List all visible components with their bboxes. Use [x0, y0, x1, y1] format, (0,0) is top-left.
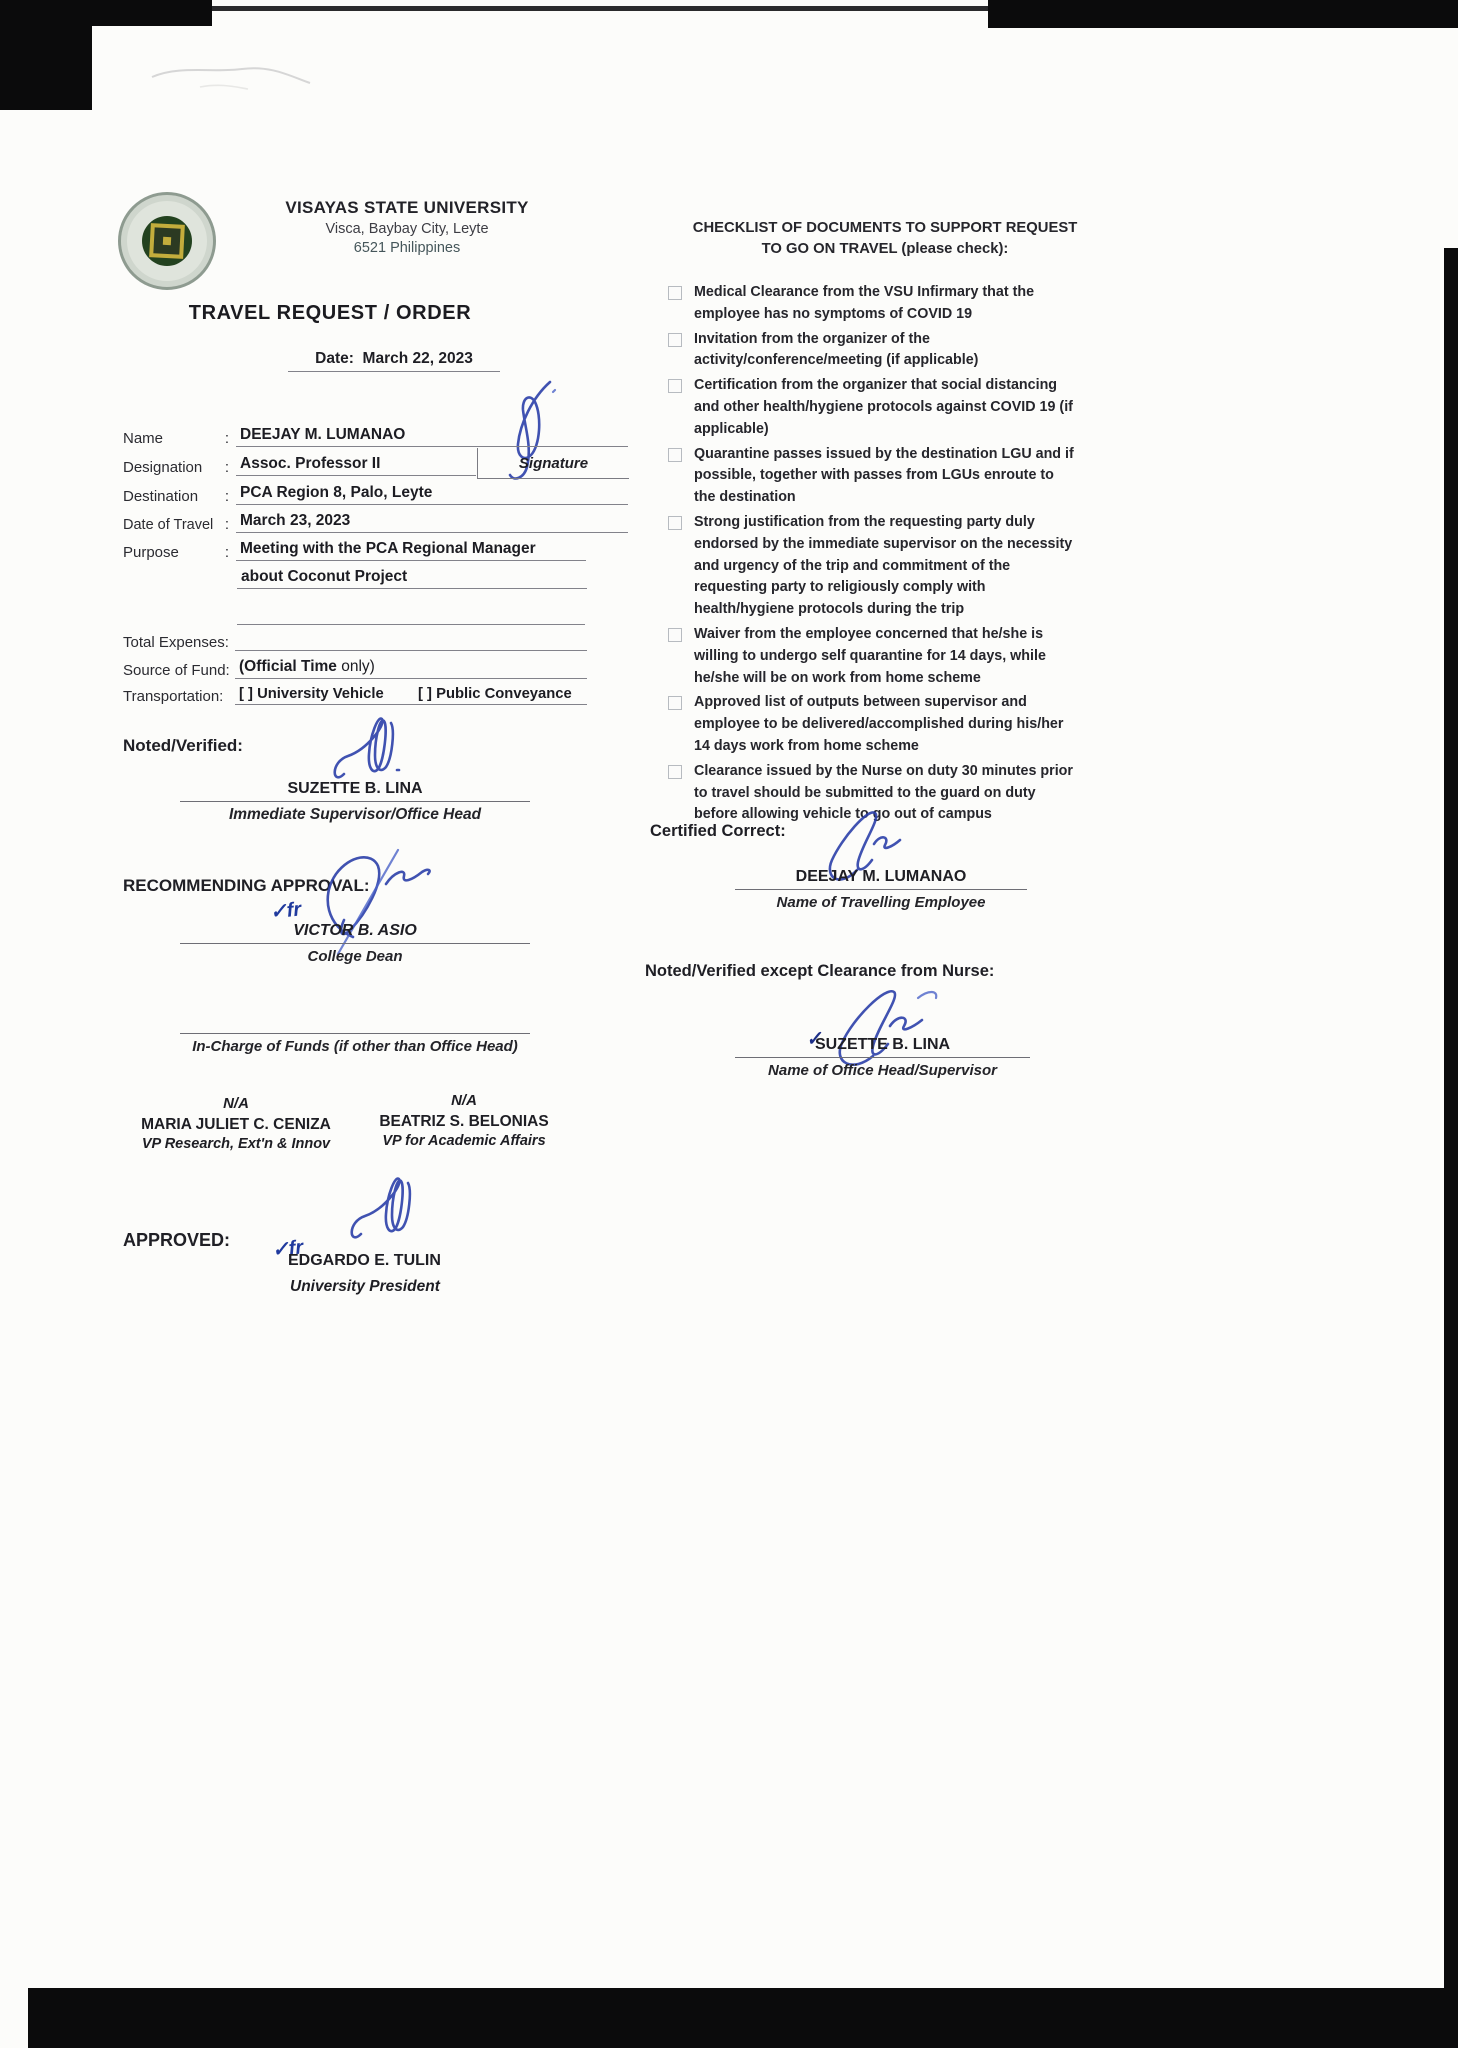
field-designation: Designation : Assoc. Professor II [123, 455, 476, 476]
field-name-value: DEEJAY M. LUMANAO [236, 426, 628, 447]
source-of-fund-label: Source of Fund: [123, 662, 230, 679]
field-source-of-fund [123, 658, 587, 679]
president-vfr-mark: ✓fr [270, 1236, 305, 1262]
page-title: TRAVEL REQUEST / ORDER [188, 302, 472, 324]
vp-research-name: MARIA JULIET C. CENIZA [141, 1116, 331, 1133]
checkbox-strong-justification [668, 516, 682, 530]
scan-artifact-top-line [212, 6, 990, 11]
checkbox-quarantine-passes [668, 448, 682, 462]
dean-name-block [180, 922, 530, 965]
vsu-logo [118, 192, 216, 290]
checklist-title-line1: CHECKLIST OF DOCUMENTS TO SUPPORT REQUEST [692, 220, 1078, 236]
scan-artifact-top-left-corner [0, 0, 92, 110]
vsu-logo-inner [142, 216, 192, 266]
vp-academic-name: BEATRIZ S. BELONIAS [379, 1113, 549, 1130]
noted-except-label: Noted/Verified except Clearance from Nurse: [645, 962, 995, 980]
date-label: Date: [315, 350, 354, 367]
total-expenses-label: Total Expenses: [123, 634, 229, 651]
vp-research-na: N/A [223, 1095, 249, 1112]
checkbox-approved-outputs [668, 696, 682, 710]
university-name: VISAYAS STATE UNIVERSITY [285, 198, 529, 217]
incharge-block [180, 1012, 530, 1055]
scan-artifact-bottom-band [28, 1988, 1458, 2048]
checklist-item: Quarantine passes issued by the destination LGU and if possible, together with passes from LGUs enroute to the destination [668, 444, 1108, 509]
vp-academic-block [348, 1092, 580, 1149]
date-line [288, 350, 500, 372]
checkbox-invitation [668, 333, 682, 347]
university-address-line2: 6521 Philippines [353, 240, 461, 256]
vp-research-title: VP Research, Ext'n & Innov [141, 1136, 331, 1152]
field-total-expenses [123, 630, 587, 651]
checklist-item: Invitation from the organizer of the activity/conference/meeting (if applicable) [668, 329, 1108, 373]
field-purpose: Purpose : Meeting with the PCA Regional Manager [123, 540, 586, 561]
president-name: EDGARDO E. TULIN [288, 1252, 441, 1269]
field-date-of-travel: Date of Travel : March 23, 2023 [123, 512, 628, 533]
certified-correct-label: Certified Correct: [650, 822, 786, 840]
field-date-of-travel-label: Date of Travel [123, 517, 214, 533]
field-destination-value: PCA Region 8, Palo, Leyte [236, 484, 628, 505]
travelling-employee-name: DEEJAY M. LUMANAO [735, 868, 1027, 890]
noted-verified-label: Noted/Verified: [123, 736, 243, 755]
supervisor-name-block [180, 780, 530, 824]
vp-academic-na: N/A [451, 1092, 477, 1109]
dean-name: VICTOR B. ASIO [180, 922, 530, 944]
transport-public-conveyance-checkbox: [ ] Public Conveyance [418, 686, 572, 702]
field-transportation [123, 686, 587, 705]
transportation-label: Transportation: [123, 688, 224, 705]
signature-label: Signature [518, 454, 589, 472]
vp-research-block [120, 1095, 352, 1152]
transport-university-vehicle-checkbox: [ ] University Vehicle [239, 686, 384, 702]
blank-line [237, 600, 585, 625]
field-designation-value: Assoc. Professor II [236, 455, 476, 476]
approved-label: APPROVED: [123, 1230, 231, 1250]
dean-title: College Dean [307, 948, 403, 965]
checklist-title-line2: TO GO ON TRAVEL (please check): [761, 241, 1009, 257]
checklist-item: Approved list of outputs between supervisor and employee to be delivered/accomplished during his/her 14 days work from home scheme [668, 692, 1108, 757]
supervisor-name: SUZETTE B. LINA [180, 780, 530, 802]
dean-vfr-mark: ✓fr [268, 898, 303, 924]
travelling-employee-title: Name of Travelling Employee [776, 894, 986, 911]
field-name-label: Name [123, 430, 164, 447]
checklist-item: Clearance issued by the Nurse on duty 30 minutes prior to travel should be submitted to the guard on duty before allowing vehicle to go out of campus [668, 761, 1108, 826]
field-purpose-value-line2: about Coconut Project [237, 568, 587, 589]
vsu-logo-center [163, 237, 171, 245]
office-head-check-mark: ✓ [804, 1028, 823, 1051]
university-header [262, 198, 552, 256]
president-title: University President [290, 1278, 440, 1295]
vp-academic-title: VP for Academic Affairs [382, 1133, 546, 1149]
checkbox-certification [668, 379, 682, 393]
field-destination-label: Destination [123, 488, 199, 505]
checklist-item: Certification from the organizer that social distancing and other health/hygiene protocols against COVID 19 (if applicable) [668, 375, 1108, 440]
source-of-fund-value: (Official Time only) [235, 658, 587, 679]
total-expenses-value [235, 630, 587, 651]
pencil-scribble [140, 45, 320, 105]
transportation-options [235, 686, 587, 705]
incharge-blank-line [180, 1012, 530, 1034]
recommending-approval-label: RECOMMENDING APPROVAL: [123, 876, 370, 895]
checklist [668, 282, 1108, 829]
president-signature [345, 1172, 455, 1254]
office-head-title: Name of Office Head/Supervisor [768, 1062, 997, 1079]
checkbox-waiver [668, 628, 682, 642]
incharge-title: In-Charge of Funds (if other than Office Head) [192, 1038, 518, 1055]
field-destination: Destination : PCA Region 8, Palo, Leyte [123, 484, 628, 505]
office-head-block [735, 1036, 1030, 1079]
scan-artifact-top-right-bar [988, 0, 1458, 28]
field-purpose-value: Meeting with the PCA Regional Manager [236, 540, 586, 561]
supervisor-title: Immediate Supervisor/Office Head [228, 806, 482, 823]
vsu-logo-square [149, 223, 185, 259]
field-designation-label: Designation [123, 459, 203, 476]
checklist-item: Waiver from the employee concerned that he/she is willing to undergo self quarantine for 14 days, while he/she will be on work from home scheme [668, 624, 1108, 689]
signature-cell [477, 448, 629, 479]
checklist-item: Strong justification from the requesting party duly endorsed by the immediate supervisor on the necessity and urgency of the trip and commitment of the requesting party to religiously comply with health/hygiene protocols during the trip [668, 512, 1108, 621]
field-name: Name : DEEJAY M. LUMANAO [123, 426, 628, 447]
travelling-employee-block [735, 868, 1027, 911]
field-date-of-travel-value: March 23, 2023 [236, 512, 628, 533]
scan-artifact-right-strip [1444, 248, 1458, 2048]
date-value: March 22, 2023 [362, 350, 473, 367]
office-head-name: SUZETTE B. LINA [735, 1036, 1030, 1058]
checkbox-medical-clearance [668, 286, 682, 300]
field-purpose-label: Purpose [123, 544, 179, 561]
university-address-line1: Visca, Baybay City, Leyte [325, 221, 489, 237]
checklist-item: Medical Clearance from the VSU Infirmary that the employee has no symptoms of COVID 19 [668, 282, 1108, 326]
checklist-title [660, 218, 1110, 260]
checkbox-nurse-clearance [668, 765, 682, 779]
